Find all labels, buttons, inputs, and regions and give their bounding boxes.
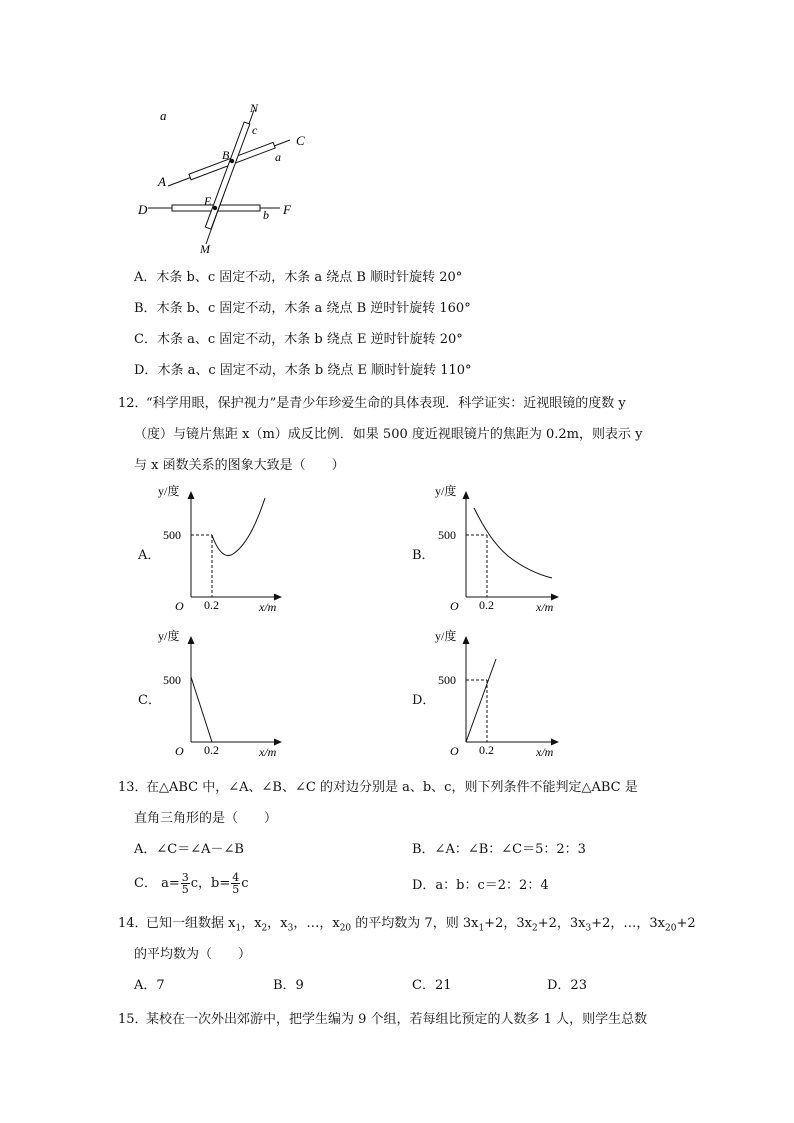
graph-b-ytick: 500 [438, 528, 456, 542]
label-b: b [263, 208, 269, 222]
q13-option-d[interactable]: D．a：b：c＝2：2：4 [412, 878, 549, 893]
graph-b-letter[interactable]: B． [412, 548, 435, 563]
q15-line1: 某校在一次外出郊游中，把学生编为 9 个组，若每组比预定的人数多 1 人，则学生总数 [146, 1012, 648, 1027]
q14-option-c[interactable]: C．21 [412, 978, 452, 993]
label-c: c [252, 123, 258, 137]
graph-d-xlabel: x/m [536, 745, 554, 759]
label-M: M [200, 242, 210, 256]
q15-number: 15． [118, 1012, 148, 1027]
q14-line1: 已知一组数据 $x_1$，$x_2$，$x_3$，…，$x_{20}$ 的平均数为 7，则 $3x_1+2$，$3x_2+2$，$3x_3+2$，…，$3x_{20}+2$ [146, 916, 696, 934]
fraction-four-fifths: $\frac{4}{5}$ [232, 871, 240, 896]
q12-line3: 与 x 函数关系的图象大致是（ ） [134, 458, 345, 473]
q14-option-d[interactable]: D．23 [547, 978, 587, 993]
q12-number: 12． [118, 396, 148, 411]
graph-c-letter[interactable]: C． [138, 693, 161, 708]
q12-line1: “科学用眼，保护视力”是青少年珍爱生命的具体表现．科学证实：近视眼镜的度数 y [146, 396, 626, 411]
rotation-figure [130, 98, 330, 260]
corner-label: a [160, 108, 167, 123]
label-B: B [222, 148, 230, 162]
graph-d-letter[interactable]: D． [412, 693, 436, 708]
q14-option-a[interactable]: A．7 [134, 978, 165, 993]
graph-d-ylabel: y/度 [435, 629, 457, 643]
q14-line2: 的平均数为（ ） [134, 947, 252, 962]
fraction-three-fifths: $\frac{3}{5}$ [181, 871, 189, 896]
q11-option-c[interactable]: C．木条 a、c 固定不动，木条 b 绕点 E 逆时针旋转 20° [134, 332, 463, 347]
graph-c-xtick: 0.2 [204, 743, 219, 757]
label-A: A [158, 174, 166, 189]
label-F: F [283, 202, 291, 217]
graph-b-ylabel: y/度 [435, 484, 457, 498]
graph-b-xlabel: x/m [536, 600, 554, 614]
graph-b-origin: O [450, 599, 459, 613]
graph-a-xlabel: x/m [259, 600, 277, 614]
graph-d-origin: O [450, 744, 459, 758]
graph-d-ytick: 500 [438, 673, 456, 687]
q13-option-b[interactable]: B．∠A：∠B：∠C＝5：2：3 [412, 842, 586, 857]
graph-c [155, 627, 285, 759]
label-a: a [275, 150, 281, 164]
label-N: N [250, 101, 259, 115]
q11-option-a[interactable]: A．木条 b、c 固定不动，木条 a 绕点 B 顺时针旋转 20° [134, 270, 463, 285]
graph-c-origin: O [175, 744, 184, 758]
q14-number: 14． [118, 916, 148, 931]
label-D: D [138, 202, 148, 217]
q13-line2: 直角三角形的是（ ） [134, 811, 278, 826]
graph-b-xtick: 0.2 [479, 598, 494, 612]
q12-line2: （度）与镜片焦距 x（m）成反比例．如果 500 度近视眼镜片的焦距为 0.2m，则表示 y [134, 427, 643, 442]
graph-d [432, 627, 562, 759]
q11-option-d[interactable]: D．木条 a、c 固定不动，木条 b 绕点 E 顺时针旋转 110° [134, 363, 472, 378]
graph-a-origin: O [175, 599, 184, 613]
graph-c-ylabel: y/度 [158, 629, 180, 643]
q13-line1: 在△ABC 中，∠A、∠B、∠C 的对边分别是 a、b、c，则下列条件不能判定△ABC 是 [146, 780, 638, 795]
label-E: E [204, 194, 212, 208]
q13-option-c[interactable]: C． a= $\frac{3}{5}$ c，b= $\frac{4}{5}$ c [134, 871, 249, 896]
graph-a-ylabel: y/度 [158, 484, 180, 498]
q11-option-b[interactable]: B．木条 b、c 固定不动，木条 a 绕点 B 逆时针旋转 160° [134, 301, 471, 316]
graph-d-xtick: 0.2 [479, 743, 494, 757]
label-C: C [296, 133, 305, 148]
graph-a [155, 482, 285, 614]
q13-option-a[interactable]: A．∠C＝∠A－∠B [134, 842, 244, 857]
graph-a-ytick: 500 [163, 528, 181, 542]
q14-option-b[interactable]: B．9 [273, 978, 304, 993]
graph-c-ytick: 500 [163, 673, 181, 687]
graph-a-letter[interactable]: A． [138, 548, 161, 563]
graph-b [432, 482, 562, 614]
graph-a-xtick: 0.2 [204, 598, 219, 612]
q13-number: 13． [118, 780, 148, 795]
graph-c-xlabel: x/m [259, 745, 277, 759]
